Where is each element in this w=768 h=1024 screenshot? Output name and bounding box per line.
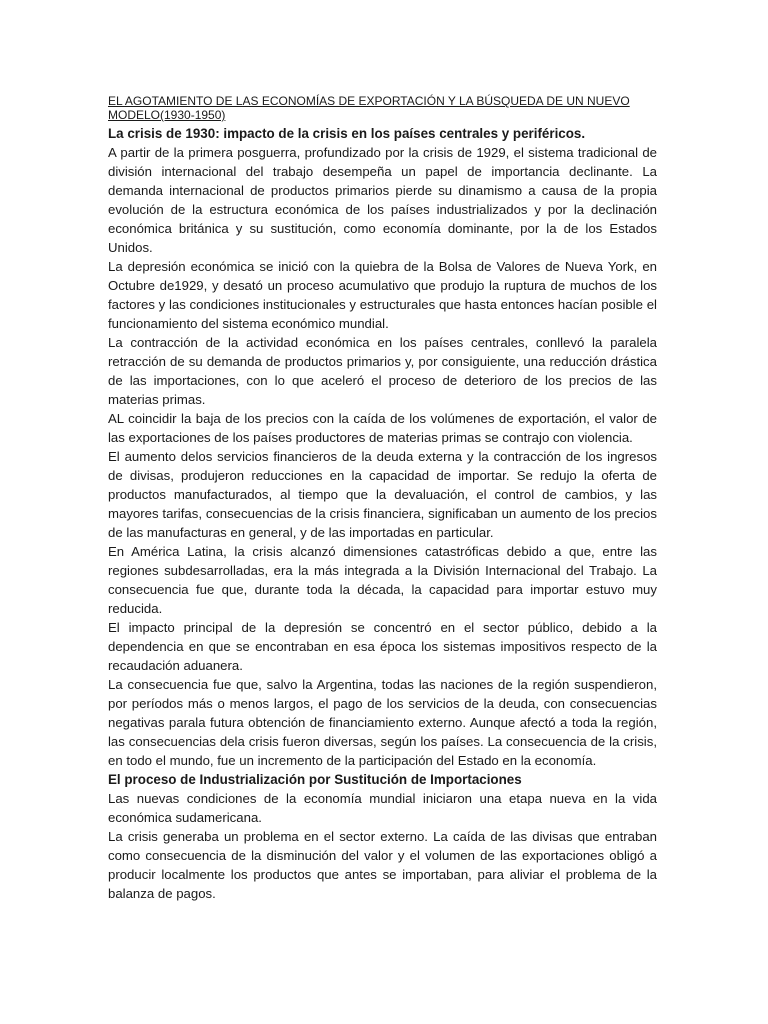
section-heading-crisis-1930: La crisis de 1930: impacto de la crisis en los países centrales y periféricos. xyxy=(108,126,586,141)
paragraph: El aumento delos servicios financieros de la deuda externa y la contracción de los ingresos de divisas, produjeron reducciones en la capacidad de importar. Se redujo la oferta de productos manufacturados, al tiempo que la devaluación, el control de cambios, y las mayores tarifas, consecuencias de la crisis financiera, significaban un aumento de los precios de las manufacturas en general, y de las importadas en particular. xyxy=(108,449,657,540)
paragraph: AL coincidir la baja de los precios con la caída de los volúmenes de exportación, el valor de las exportaciones de los países productores de materias primas se contrajo con violencia. xyxy=(108,411,657,445)
paragraph: La consecuencia fue que, salvo la Argentina, todas las naciones de la región suspendieron, por períodos más o menos largos, el pago de los servicios de la deuda, con consecuencias negativas parala futura obtención de financiamiento externo. Aunque afectó a toda la región, las consecuencias dela crisis fueron diversas, según los países. La consecuencia de la crisis, en todo el mundo, fue un incremento de la participación del Estado en la economía. xyxy=(108,677,657,768)
document-page xyxy=(108,94,657,903)
paragraph: A partir de la primera posguerra, profundizado por la crisis de 1929, el sistema tradicional de división internacional del trabajo desempeña un papel de importancia declinante. La demanda internacional de productos primarios pierde su dinamismo a causa de la propia evolución de la estructura económica de los países industrializados y por la declinación económica británica y su sustitución, como economía dominante, por la de los Estados Unidos. xyxy=(108,145,657,255)
paragraph: En América Latina, la crisis alcanzó dimensiones catastróficas debido a que, entre las regiones subdesarrolladas, era la más integrada a la División Internacional del Trabajo. La consecuencia fue que, durante toda la década, la capacidad para importar estuvo muy reducida. xyxy=(108,544,657,616)
paragraph: La crisis generaba un problema en el sector externo. La caída de las divisas que entraban como consecuencia de la disminución del valor y el volumen de las exportaciones obligó a producir localmente los productos que antes se importaban, para aliviar el problema de la balanza de pagos. xyxy=(108,829,657,901)
paragraph: Las nuevas condiciones de la economía mundial iniciaron una etapa nueva en la vida económica sudamericana. xyxy=(108,791,657,825)
paragraph: La depresión económica se inició con la quiebra de la Bolsa de Valores de Nueva York, en Octubre de1929, y desató un proceso acumulativo que produjo la ruptura de muchos de los factores y las condiciones institucionales y estructurales que hasta entonces hacían posible el funcionamiento del sistema económico mundial. xyxy=(108,259,657,331)
document-title: EL AGOTAMIENTO DE LAS ECONOMÍAS DE EXPORTACIÓN Y LA BÚSQUEDA DE UN NUEVO MODELO(1930-1950) xyxy=(108,94,630,122)
paragraph: La contracción de la actividad económica en los países centrales, conllevó la paralela retracción de su demanda de productos primarios y, por consiguiente, una reducción drástica de las importaciones, con lo que aceleró el proceso de deterioro de los precios de las materias primas. xyxy=(108,335,657,407)
paragraph: El impacto principal de la depresión se concentró en el sector público, debido a la dependencia en que se encontraban en esa época los sistemas impositivos respecto de la recaudación aduanera. xyxy=(108,620,657,673)
section-heading-isi: El proceso de Industrialización por Sustitución de Importaciones xyxy=(108,772,522,787)
